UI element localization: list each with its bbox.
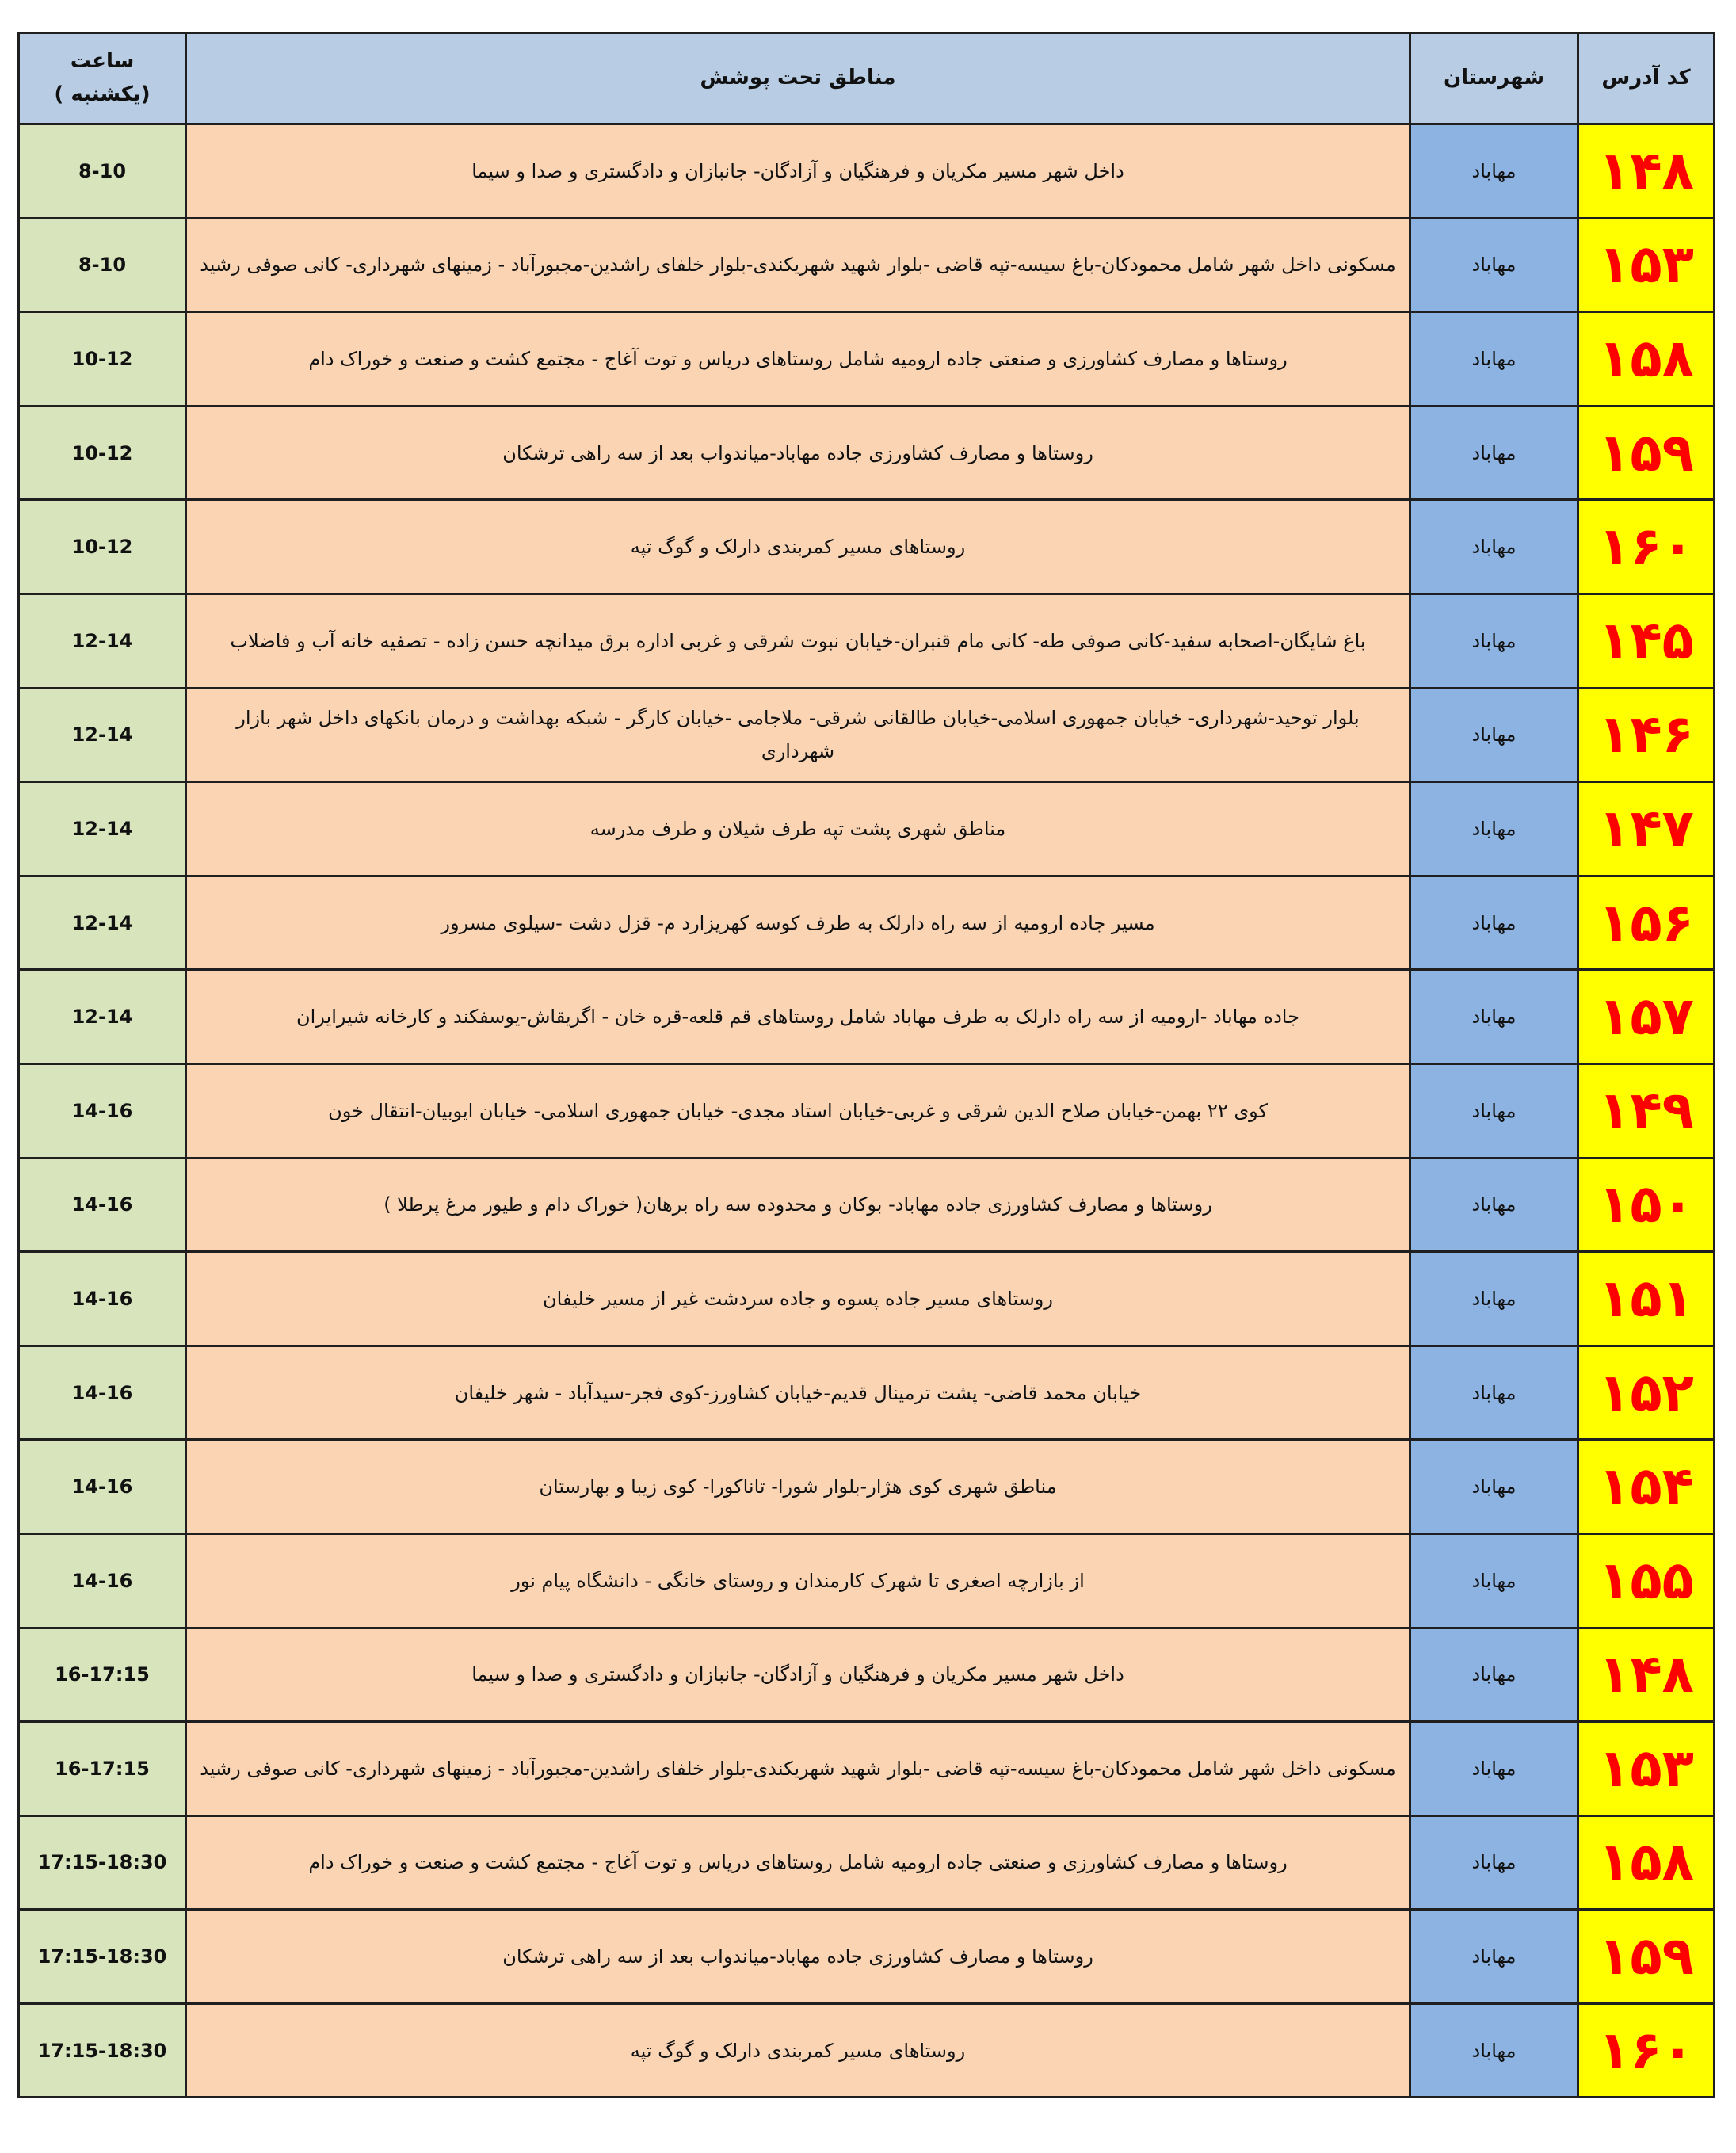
address-code-cell: ۱۵۳ (1578, 218, 1715, 312)
time-cell: 14-16 (19, 1063, 186, 1158)
areas-cell: روستاها و مصارف کشاورزی و صنعتی جاده ارومیه شامل روستاهای دریاس و توت آغاج - مجتمع کشت و صنعت و خوراک دام (186, 1815, 1410, 1910)
city-cell: مهاباد (1410, 1722, 1578, 1816)
city-cell: مهاباد (1410, 218, 1578, 312)
address-code-cell: ۱۵۵ (1578, 1533, 1715, 1628)
table-row (19, 1346, 1715, 1440)
time-cell: 10-12 (19, 406, 186, 500)
areas-cell: از بازارچه اصغری تا شهرک کارمندان و روستای خانگی - دانشگاه پیام نور (186, 1533, 1410, 1628)
address-code-cell: ۱۴۸ (1578, 1628, 1715, 1722)
table-row (19, 124, 1715, 219)
table-row (19, 1252, 1715, 1346)
areas-cell: روستاها و مصارف کشاورزی و صنعتی جاده ارومیه شامل روستاهای دریاس و توت آغاج - مجتمع کشت و صنعت و خوراک دام (186, 312, 1410, 407)
header-row (19, 33, 1715, 124)
table-row (19, 688, 1715, 782)
areas-cell: روستاها و مصارف کشاورزی جاده مهاباد-میاندواب بعد از سه راهی ترشکان (186, 406, 1410, 500)
address-code-cell: ۱۵۳ (1578, 1722, 1715, 1816)
header-time (19, 33, 186, 124)
header-code: کد آدرس (1578, 33, 1715, 124)
address-code-cell: ۱۶۰ (1578, 500, 1715, 594)
table-row (19, 1533, 1715, 1628)
address-code-cell: ۱۴۸ (1578, 124, 1715, 219)
areas-cell: مناطق شهری کوی هژار-بلوار شورا- تاناکورا- کوی زیبا و بهارستان (186, 1440, 1410, 1534)
address-code-cell: ۱۴۵ (1578, 594, 1715, 688)
table-row (19, 218, 1715, 312)
address-code-cell: ۱۵۸ (1578, 312, 1715, 407)
time-cell: 12-14 (19, 782, 186, 876)
address-code-cell: ۱۴۷ (1578, 782, 1715, 876)
areas-cell: داخل شهر مسیر مکریان و فرهنگیان و آزادگان- جانبازان و دادگستری و صدا و سیما (186, 1628, 1410, 1722)
city-cell: مهاباد (1410, 688, 1578, 782)
table-row (19, 500, 1715, 594)
outage-schedule-sheet (17, 32, 1713, 2098)
city-cell: مهاباد (1410, 1910, 1578, 2004)
city-cell: مهاباد (1410, 782, 1578, 876)
areas-cell: روستاهای مسیر کمربندی دارلک و گوگ تپه (186, 500, 1410, 594)
table-row (19, 406, 1715, 500)
table-row (19, 312, 1715, 407)
city-cell: مهاباد (1410, 406, 1578, 500)
areas-cell: مسکونی داخل شهر شامل محمودکان-باغ سیسه-تپه قاضی -بلوار شهید شهریکندی-بلوار خلفای راشدین-مجبورآباد - زمینهای شهرداری- کانی صوفی رشید (186, 1722, 1410, 1816)
areas-cell: روستاهای مسیر کمربندی دارلک و گوگ تپه (186, 2003, 1410, 2098)
header-city: شهرستان (1410, 33, 1578, 124)
table-row (19, 1628, 1715, 1722)
table-row (19, 1910, 1715, 2004)
areas-cell: روستاها و مصارف کشاورزی جاده مهاباد- بوکان و محدوده سه راه برهان( خوراک دام و طیور مرغ پرطلا ) (186, 1158, 1410, 1252)
time-cell: 14-16 (19, 1533, 186, 1628)
address-code-cell: ۱۵۶ (1578, 876, 1715, 970)
areas-cell: مسکونی داخل شهر شامل محمودکان-باغ سیسه-تپه قاضی -بلوار شهید شهریکندی-بلوار خلفای راشدین-مجبورآباد - زمینهای شهرداری- کانی صوفی رشید (186, 218, 1410, 312)
time-cell: 12-14 (19, 970, 186, 1064)
areas-cell: کوی ۲۲ بهمن-خیابان صلاح الدین شرقی و غربی-خیابان استاد مجدی- خیابان جمهوری اسلامی- خیابان ایوبیان-انتقال خون (186, 1063, 1410, 1158)
city-cell: مهاباد (1410, 1252, 1578, 1346)
time-cell: 12-14 (19, 594, 186, 688)
table-row (19, 1158, 1715, 1252)
address-code-cell: ۱۴۶ (1578, 688, 1715, 782)
time-cell: 16-17:15 (19, 1722, 186, 1816)
city-cell: مهاباد (1410, 970, 1578, 1064)
time-cell: 14-16 (19, 1158, 186, 1252)
city-cell: مهاباد (1410, 312, 1578, 407)
address-code-cell: ۱۵۹ (1578, 406, 1715, 500)
address-code-cell: ۱۵۹ (1578, 1910, 1715, 2004)
time-cell: 17:15-18:30 (19, 1910, 186, 2004)
address-code-cell: ۱۵۰ (1578, 1158, 1715, 1252)
city-cell: مهاباد (1410, 1628, 1578, 1722)
city-cell: مهاباد (1410, 1158, 1578, 1252)
header-time-day: (یکشنبه ) (54, 82, 151, 106)
address-code-cell: ۱۵۴ (1578, 1440, 1715, 1534)
address-code-cell: ۱۶۰ (1578, 2003, 1715, 2098)
address-code-cell: ۱۴۹ (1578, 1063, 1715, 1158)
areas-cell: روستاهای مسیر جاده پسوه و جاده سردشت غیر از مسیر خلیفان (186, 1252, 1410, 1346)
time-cell: 12-14 (19, 876, 186, 970)
city-cell: مهاباد (1410, 500, 1578, 594)
areas-cell: بلوار توحید-شهرداری- خیابان جمهوری اسلامی-خیابان طالقانی شرقی- ملاجامی -خیابان کارگر - شبکه بهداشت و درمان بانکهای داخل شهر بازار شهرداری (186, 688, 1410, 782)
city-cell: مهاباد (1410, 1063, 1578, 1158)
schedule-rows (19, 124, 1715, 2098)
time-cell: 17:15-18:30 (19, 1815, 186, 1910)
time-cell: 12-14 (19, 688, 186, 782)
time-cell: 10-12 (19, 312, 186, 407)
time-cell: 14-16 (19, 1346, 186, 1440)
areas-cell: خیابان محمد قاضی- پشت ترمینال قدیم-خیابان کشاورز-کوی فجر-سیدآباد - شهر خلیفان (186, 1346, 1410, 1440)
address-code-cell: ۱۵۲ (1578, 1346, 1715, 1440)
city-cell: مهاباد (1410, 1440, 1578, 1534)
city-cell: مهاباد (1410, 2003, 1578, 2098)
time-cell: 14-16 (19, 1440, 186, 1534)
areas-cell: داخل شهر مسیر مکریان و فرهنگیان و آزادگان- جانبازان و دادگستری و صدا و سیما (186, 124, 1410, 219)
time-cell: 14-16 (19, 1252, 186, 1346)
header-areas: مناطق تحت پوشش (186, 33, 1410, 124)
city-cell: مهاباد (1410, 876, 1578, 970)
header-time-label: ساعت (70, 49, 135, 74)
table-row (19, 970, 1715, 1064)
table-row (19, 1815, 1715, 1910)
address-code-cell: ۱۵۱ (1578, 1252, 1715, 1346)
address-code-cell: ۱۵۸ (1578, 1815, 1715, 1910)
table-row (19, 782, 1715, 876)
outage-schedule-table (17, 32, 1715, 2098)
table-row (19, 1440, 1715, 1534)
table-row (19, 594, 1715, 688)
city-cell: مهاباد (1410, 1346, 1578, 1440)
table-row (19, 1722, 1715, 1816)
time-cell: 10-12 (19, 500, 186, 594)
table-row (19, 2003, 1715, 2098)
table-row (19, 876, 1715, 970)
time-cell: 17:15-18:30 (19, 2003, 186, 2098)
areas-cell: باغ شایگان-اصحابه سفید-کانی صوفی طه- کانی مام قنبران-خیابان نبوت شرقی و غربی اداره برق میدانچه حسن زاده - تصفیه خانه آب و فاضلاب (186, 594, 1410, 688)
time-cell: 8-10 (19, 218, 186, 312)
address-code-cell: ۱۵۷ (1578, 970, 1715, 1064)
city-cell: مهاباد (1410, 594, 1578, 688)
areas-cell: مسیر جاده ارومیه از سه راه دارلک به طرف کوسه کهریزارد م- قزل دشت -سیلوی مسرور (186, 876, 1410, 970)
city-cell: مهاباد (1410, 1815, 1578, 1910)
table-row (19, 1063, 1715, 1158)
city-cell: مهاباد (1410, 124, 1578, 219)
time-cell: 8-10 (19, 124, 186, 219)
areas-cell: روستاها و مصارف کشاورزی جاده مهاباد-میاندواب بعد از سه راهی ترشکان (186, 1910, 1410, 2004)
city-cell: مهاباد (1410, 1533, 1578, 1628)
areas-cell: جاده مهاباد -ارومیه از سه راه دارلک به طرف مهاباد شامل روستاهای قم قلعه-قره خان - اگریقاش-یوسفکند و کارخانه شیرایران (186, 970, 1410, 1064)
areas-cell: مناطق شهری پشت تپه طرف شیلان و طرف مدرسه (186, 782, 1410, 876)
time-cell: 16-17:15 (19, 1628, 186, 1722)
